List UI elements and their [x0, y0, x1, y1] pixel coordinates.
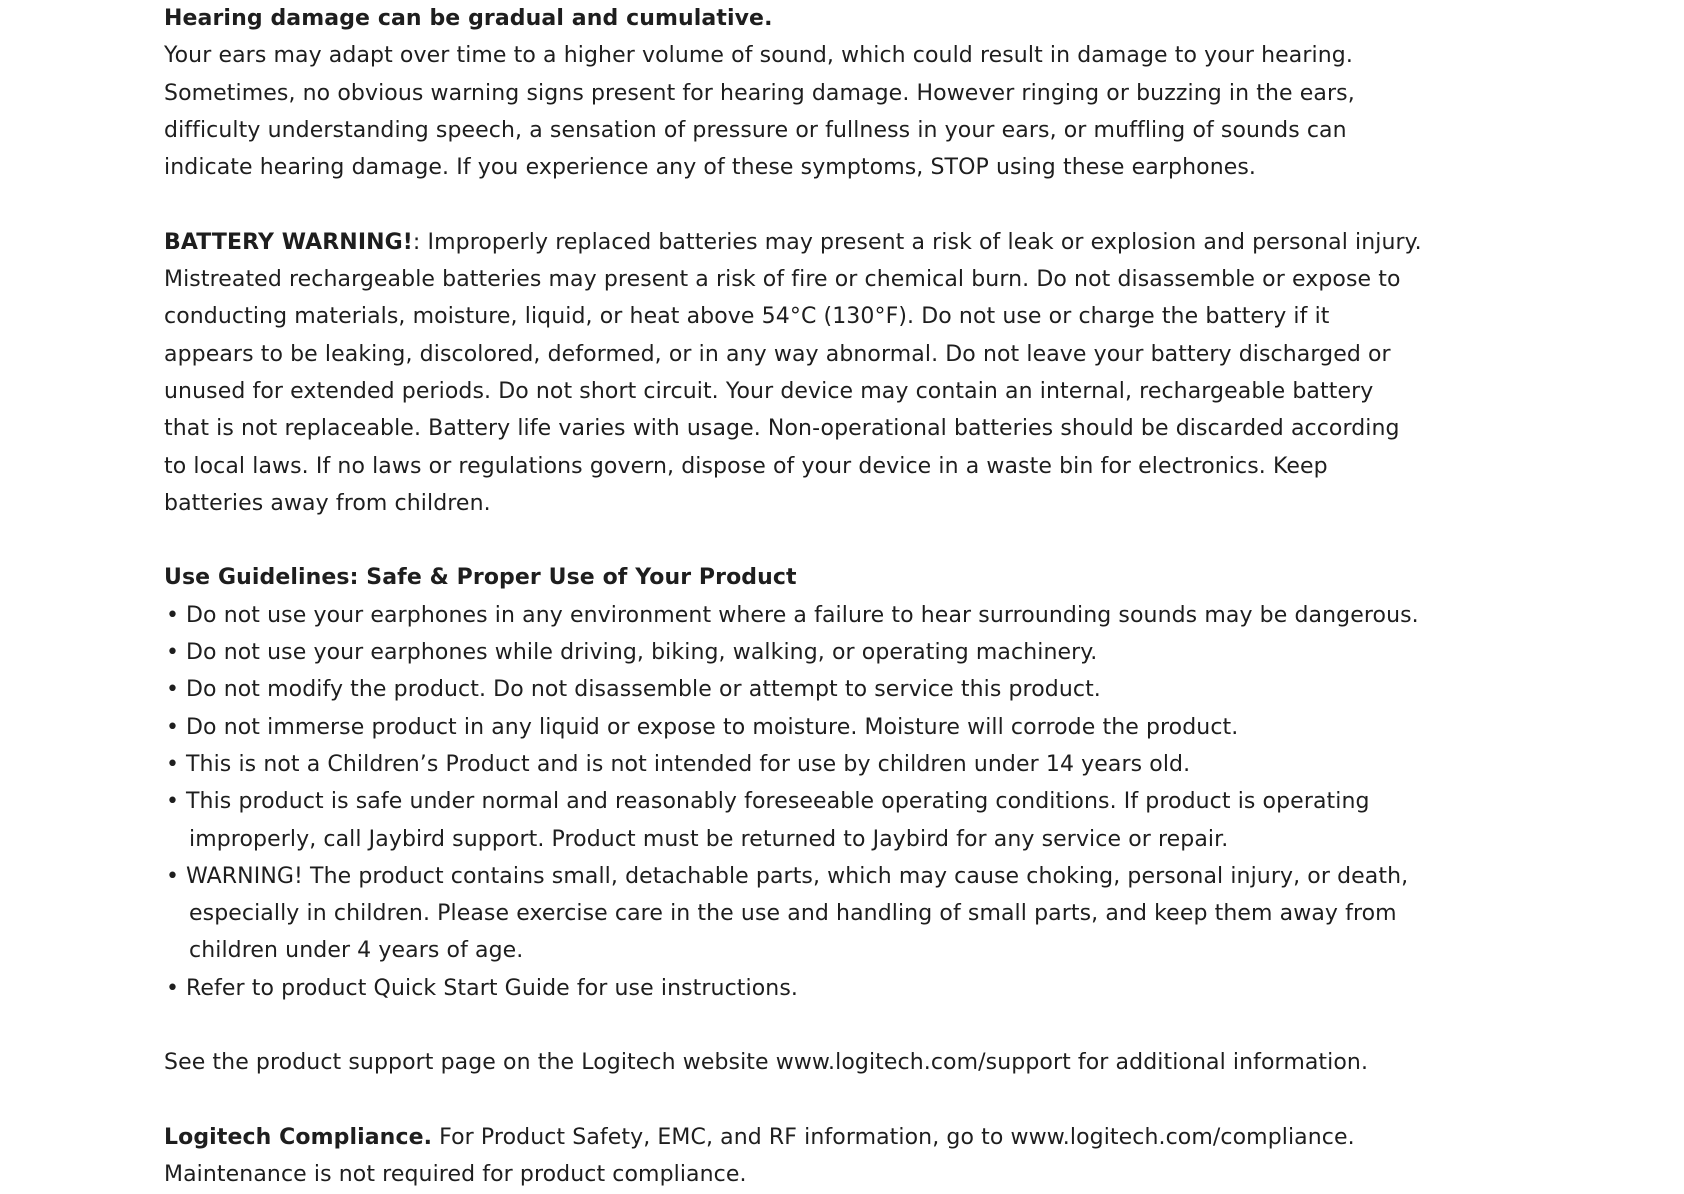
battery-warning-label: BATTERY WARNING!	[164, 229, 413, 255]
bullet-icon: •	[166, 751, 180, 777]
guidelines-list	[164, 597, 1584, 1007]
compliance-first-line-text: For Product Safety, EMC, and RF information, go to www.logitech.com/compliance.	[432, 1124, 1355, 1150]
bullet-icon: •	[166, 714, 180, 740]
list-item	[164, 671, 1584, 708]
compliance-first-line	[164, 1119, 1584, 1156]
hearing-line: Sometimes, no obvious warning signs present for hearing damage. However ringing or buzzing in the ears,	[164, 80, 1355, 106]
list-item-text: especially in children. Please exercise care in the use and handling of small parts, and keep them away from	[189, 901, 1397, 927]
list-item	[164, 597, 1584, 634]
list-item-text: Do not use your earphones in any environment where a failure to hear surrounding sounds may be dangerous.	[186, 602, 1419, 628]
list-item	[164, 783, 1584, 858]
guidelines-section	[164, 559, 1584, 1007]
list-item-text: Do not use your earphones while driving, biking, walking, or operating machinery.	[186, 640, 1098, 666]
battery-first-line-text: : Improperly replaced batteries may present a risk of leak or explosion and personal injury.	[412, 229, 1422, 255]
list-item-text: WARNING! The product contains small, detachable parts, which may cause choking, personal injury, or death,	[186, 863, 1409, 889]
battery-line: appears to be leaking, discolored, deformed, or in any way abnormal. Do not leave your battery discharged or	[164, 341, 1391, 367]
hearing-line: difficulty understanding speech, a sensation of pressure or fullness in your ears, or muffling of sounds can	[164, 117, 1347, 143]
section-spacer	[164, 1007, 1584, 1044]
list-item-text: Refer to product Quick Start Guide for use instructions.	[186, 975, 798, 1001]
list-item-text: improperly, call Jaybird support. Product must be returned to Jaybird for any service or repair.	[189, 826, 1229, 852]
list-item-text: This is not a Children’s Product and is not intended for use by children under 14 years old.	[186, 751, 1191, 777]
list-item	[164, 746, 1584, 783]
section-spacer	[164, 1082, 1584, 1119]
bullet-icon: •	[166, 975, 180, 1001]
bullet-icon: •	[166, 863, 180, 889]
section-spacer	[164, 186, 1584, 223]
hearing-section	[164, 0, 1584, 186]
list-item	[164, 709, 1584, 746]
battery-section	[164, 224, 1584, 522]
hearing-line: indicate hearing damage. If you experience any of these symptoms, STOP using these earphones.	[164, 155, 1257, 181]
battery-line: batteries away from children.	[164, 490, 491, 516]
battery-line: unused for extended periods. Do not short circuit. Your device may contain an internal, rechargeable battery	[164, 378, 1374, 404]
bullet-icon: •	[166, 677, 180, 703]
compliance-label: Logitech Compliance.	[164, 1124, 433, 1150]
battery-line: that is not replaceable. Battery life varies with usage. Non-operational batteries should be discarded according	[164, 416, 1400, 442]
list-item	[164, 634, 1584, 671]
list-item-text: This product is safe under normal and reasonably foreseeable operating conditions. If product is operating	[186, 789, 1370, 815]
battery-line: conducting materials, moisture, liquid, or heat above 54°C (130°F). Do not use or charge the battery if it	[164, 304, 1330, 330]
bullet-icon: •	[166, 640, 180, 666]
list-item	[164, 858, 1584, 970]
hearing-heading: Hearing damage can be gradual and cumulative.	[164, 6, 773, 31]
support-section	[164, 1044, 1584, 1081]
document-page	[164, 0, 1584, 1194]
bullet-icon: •	[166, 789, 180, 815]
bullet-icon: •	[166, 602, 180, 628]
list-item-text: children under 4 years of age.	[189, 938, 524, 964]
list-item-text: Do not modify the product. Do not disassemble or attempt to service this product.	[186, 677, 1101, 703]
battery-first-line	[164, 224, 1584, 261]
hearing-line: Your ears may adapt over time to a higher volume of sound, which could result in damage to your hearing.	[164, 43, 1353, 69]
battery-line: to local laws. If no laws or regulations govern, dispose of your device in a waste bin for electronics. Keep	[164, 453, 1328, 479]
list-item-text: Do not immerse product in any liquid or expose to moisture. Moisture will corrode the product.	[186, 714, 1239, 740]
guidelines-heading: Use Guidelines: Safe & Proper Use of Your Product	[164, 565, 797, 591]
compliance-second-line: Maintenance is not required for product compliance.	[164, 1162, 747, 1188]
list-item	[164, 970, 1584, 1007]
compliance-section	[164, 1119, 1584, 1194]
battery-line: Mistreated rechargeable batteries may present a risk of fire or chemical burn. Do not disassemble or expose to	[164, 267, 1401, 293]
support-text: See the product support page on the Logitech website www.logitech.com/support for additional information.	[164, 1050, 1369, 1076]
section-spacer	[164, 522, 1584, 559]
